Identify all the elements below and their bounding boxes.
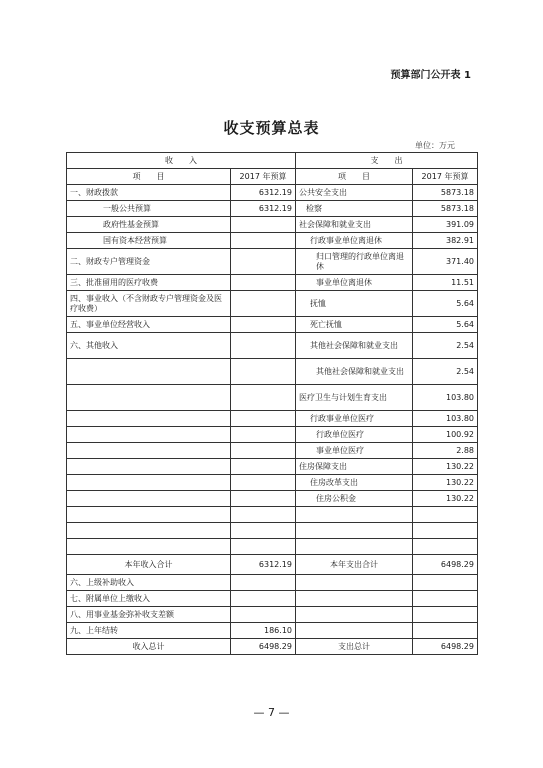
expense-item: 其他社会保障和就业支出 <box>296 359 413 385</box>
income-item: 八、用事业基金弥补收支差额 <box>67 607 231 623</box>
table-row <box>67 427 478 443</box>
expense-item: 抚恤 <box>296 291 413 317</box>
income-item <box>67 359 231 385</box>
income-item <box>67 491 231 507</box>
expense-value: 6498.29 <box>413 639 478 655</box>
income-value <box>231 411 296 427</box>
income-value <box>231 217 296 233</box>
table-row <box>67 575 478 591</box>
income-value <box>231 233 296 249</box>
income-item <box>67 427 231 443</box>
table-row <box>67 539 478 555</box>
income-value <box>231 427 296 443</box>
income-value <box>231 591 296 607</box>
table-row <box>67 475 478 491</box>
table-row <box>67 591 478 607</box>
income-value <box>231 575 296 591</box>
income-value: 6312.19 <box>231 201 296 217</box>
table-row <box>67 317 478 333</box>
expense-item: 事业单位医疗 <box>296 443 413 459</box>
expense-item <box>296 507 413 523</box>
table-row <box>67 291 478 317</box>
table-tag: 预算部门公开表 1 <box>390 70 471 81</box>
table-row <box>67 459 478 475</box>
table-row <box>67 555 478 575</box>
expense-value: 11.51 <box>413 275 478 291</box>
income-item <box>67 523 231 539</box>
expense-item <box>296 623 413 639</box>
income-item: 六、其他收入 <box>67 333 231 359</box>
income-item <box>67 411 231 427</box>
income-item: 一般公共预算 <box>67 201 231 217</box>
expense-item <box>296 539 413 555</box>
table-row <box>67 411 478 427</box>
income-item <box>67 539 231 555</box>
table-row <box>67 185 478 201</box>
income-value <box>231 507 296 523</box>
expense-value <box>413 575 478 591</box>
income-item <box>67 459 231 475</box>
income-item: 九、上年结转 <box>67 623 231 639</box>
income-item: 二、财政专户管理资金 <box>67 249 231 275</box>
expense-value: 5873.18 <box>413 185 478 201</box>
table-row <box>67 233 478 249</box>
table-row <box>67 443 478 459</box>
table-row <box>67 385 478 411</box>
table-row <box>67 607 478 623</box>
expense-item: 公共安全支出 <box>296 185 413 201</box>
expense-item: 检察 <box>296 201 413 217</box>
expense-item: 行政事业单位离退休 <box>296 233 413 249</box>
expense-item: 其他社会保障和就业支出 <box>296 333 413 359</box>
income-value <box>231 443 296 459</box>
table-row <box>67 201 478 217</box>
expense-value: 2.54 <box>413 359 478 385</box>
expense-item <box>296 591 413 607</box>
income-item: 四、事业收入（不含财政专户管理资金及医疗收费） <box>67 291 231 317</box>
income-value: 186.10 <box>231 623 296 639</box>
expense-value <box>413 607 478 623</box>
expense-item: 住房公积金 <box>296 491 413 507</box>
expense-header: 支 出 <box>296 153 478 169</box>
table-row <box>67 333 478 359</box>
table-row <box>67 249 478 275</box>
income-value <box>231 475 296 491</box>
income-item: 一、财政拨款 <box>67 185 231 201</box>
table-row <box>67 217 478 233</box>
expense-value: 382.91 <box>413 233 478 249</box>
table-row <box>67 639 478 655</box>
expense-item: 住房保障支出 <box>296 459 413 475</box>
expense-item: 归口管理的行政单位离退休 <box>296 249 413 275</box>
expense-value <box>413 539 478 555</box>
expense-value: 103.80 <box>413 411 478 427</box>
expense-value: 130.22 <box>413 459 478 475</box>
budget-table <box>66 152 478 655</box>
income-item: 收入总计 <box>67 639 231 655</box>
expense-item: 医疗卫生与计划生育支出 <box>296 385 413 411</box>
income-value: 6312.19 <box>231 555 296 575</box>
expense-item: 死亡抚恤 <box>296 317 413 333</box>
income-value <box>231 291 296 317</box>
income-item: 本年收入合计 <box>67 555 231 575</box>
income-value: 6312.19 <box>231 185 296 201</box>
expense-value: 2.54 <box>413 333 478 359</box>
expense-item: 行政事业单位医疗 <box>296 411 413 427</box>
income-value <box>231 249 296 275</box>
expense-value: 5873.18 <box>413 201 478 217</box>
income-value <box>231 359 296 385</box>
income-item: 七、附属单位上缴收入 <box>67 591 231 607</box>
expense-item: 事业单位离退休 <box>296 275 413 291</box>
income-value <box>231 523 296 539</box>
income-item: 国有资本经营预算 <box>67 233 231 249</box>
table-row <box>67 623 478 639</box>
income-item <box>67 385 231 411</box>
income-item <box>67 443 231 459</box>
income-value <box>231 459 296 475</box>
income-item <box>67 475 231 491</box>
income-item: 五、事业单位经营收入 <box>67 317 231 333</box>
income-item: 六、上级补助收入 <box>67 575 231 591</box>
income-value <box>231 317 296 333</box>
income-budget-header: 2017 年预算 <box>231 169 296 185</box>
expense-value: 103.80 <box>413 385 478 411</box>
expense-value <box>413 623 478 639</box>
expense-item-header: 项 目 <box>296 169 413 185</box>
table-row <box>67 523 478 539</box>
expense-item <box>296 523 413 539</box>
table-row <box>67 507 478 523</box>
income-item-header: 项 目 <box>67 169 231 185</box>
income-item: 三、批准留用的医疗收费 <box>67 275 231 291</box>
expense-value: 130.22 <box>413 491 478 507</box>
income-value <box>231 333 296 359</box>
expense-value: 130.22 <box>413 475 478 491</box>
expense-budget-header: 2017 年预算 <box>413 169 478 185</box>
expense-value: 6498.29 <box>413 555 478 575</box>
expense-item: 行政单位医疗 <box>296 427 413 443</box>
unit-label: 单位：万元 <box>415 141 455 150</box>
income-item: 政府性基金预算 <box>67 217 231 233</box>
expense-value: 391.09 <box>413 217 478 233</box>
expense-item <box>296 575 413 591</box>
income-value <box>231 607 296 623</box>
table-row <box>67 491 478 507</box>
page-number: — 7 — <box>253 706 290 719</box>
expense-item <box>296 607 413 623</box>
income-value <box>231 275 296 291</box>
expense-value: 100.92 <box>413 427 478 443</box>
expense-value <box>413 523 478 539</box>
expense-item: 本年支出合计 <box>296 555 413 575</box>
income-value <box>231 539 296 555</box>
page-title: 收支预算总表 <box>223 119 320 137</box>
expense-value: 2.88 <box>413 443 478 459</box>
income-value: 6498.29 <box>231 639 296 655</box>
expense-value <box>413 507 478 523</box>
expense-value: 5.64 <box>413 317 478 333</box>
table-row <box>67 359 478 385</box>
expense-item: 住房改革支出 <box>296 475 413 491</box>
expense-value <box>413 591 478 607</box>
income-value <box>231 385 296 411</box>
expense-item: 社会保障和就业支出 <box>296 217 413 233</box>
income-header: 收 入 <box>67 153 296 169</box>
expense-item: 支出总计 <box>296 639 413 655</box>
income-item <box>67 507 231 523</box>
expense-value: 371.40 <box>413 249 478 275</box>
income-value <box>231 491 296 507</box>
table-row <box>67 275 478 291</box>
expense-value: 5.64 <box>413 291 478 317</box>
